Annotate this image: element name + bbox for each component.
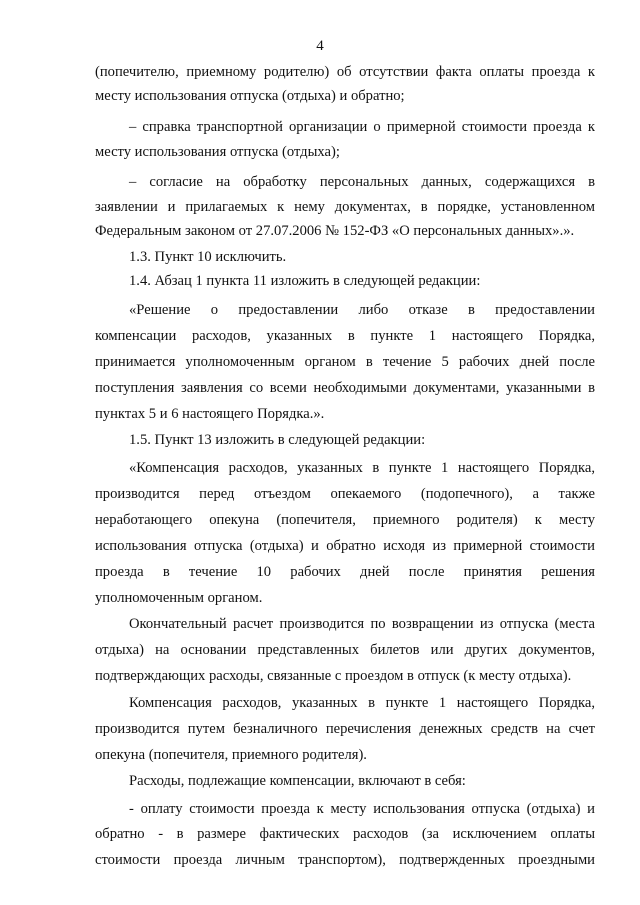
text-line: Компенсация расходов, указанных в пункте 1 настоящего Порядка, (129, 695, 595, 711)
text-line: месту использования отпуска (отдыха) и обратно; (95, 88, 405, 104)
text-line: обратно - в размере фактических расходов (за исключением оплаты (95, 826, 595, 842)
text-line: «Решение о предоставлении либо отказе в предоставлении (129, 302, 595, 318)
text-line: неработающего опекуна (попечителя, приемного родителя) к месту (95, 512, 595, 528)
text-line: принимается уполномоченным органом в течение 5 рабочих дней после (95, 354, 595, 370)
text-line: Расходы, подлежащие компенсации, включают в себя: (129, 773, 466, 789)
text-line: – согласие на обработку персональных данных, содержащихся в (129, 174, 595, 190)
text-line: проезда в течение 10 рабочих дней после принятия решения (95, 564, 595, 580)
page-number: 4 (316, 38, 324, 54)
text-line: стоимости проезда личным транспортом), подтвержденных проездными (95, 852, 595, 868)
text-line: производится перед отъездом опекаемого (подопечного), а также (95, 486, 595, 502)
text-line: уполномоченным органом. (95, 590, 263, 606)
text-line: (попечителю, приемному родителю) об отсутствии факта оплаты проезда к (95, 64, 595, 80)
text-line: Окончательный расчет производится по возвращении из отпуска (места (129, 616, 595, 632)
text-line: подтверждающих расходы, связанные с проездом в отпуск (к месту отдыха). (95, 668, 572, 684)
text-line: заявлении и прилагаемых к нему документах, в порядке, установленном (95, 199, 595, 215)
text-line: Федеральным законом от 27.07.2006 № 152-ФЗ «О персональных данных».». (95, 223, 575, 239)
text-line: – справка транспортной организации о примерной стоимости проезда к (129, 119, 595, 135)
text-line: опекуна (попечителя, приемного родителя). (95, 747, 367, 763)
text-line: компенсации расходов, указанных в пункте 1 настоящего Порядка, (95, 328, 595, 344)
text-line: производится путем безналичного перечисления денежных средств на счет (95, 721, 595, 737)
text-line: 1.4. Абзац 1 пункта 11 изложить в следующей редакции: (129, 273, 481, 289)
text-line: поступления заявления со всеми необходимыми документами, указанными в (95, 380, 595, 396)
text-line: использования отпуска (отдыха) и обратно исходя из примерной стоимости (95, 538, 595, 554)
text-line: пунктах 5 и 6 настоящего Порядка.». (95, 406, 325, 422)
text-line: отдыха) на основании представленных билетов или других документов, (95, 642, 595, 658)
text-line: 1.5. Пункт 13 изложить в следующей редакции: (129, 432, 426, 448)
text-line: - оплату стоимости проезда к месту использования отпуска (отдыха) и (129, 801, 595, 817)
text-line: 1.3. Пункт 10 исключить. (129, 249, 287, 265)
text-line: «Компенсация расходов, указанных в пункте 1 настоящего Порядка, (129, 460, 595, 476)
text-line: месту использования отпуска (отдыха); (95, 144, 340, 160)
